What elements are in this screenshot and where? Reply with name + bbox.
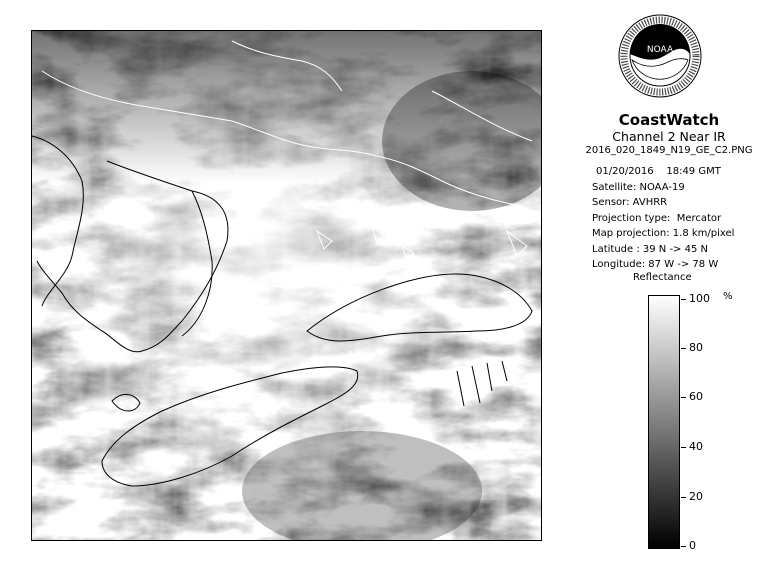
filename-label: 2016_020_1849_N19_GE_C2.PNG <box>585 145 753 156</box>
logo-text: NOAA <box>646 45 674 55</box>
colorbar <box>648 295 680 549</box>
date-time: 01/20/2016 18:49 GMT <box>596 166 721 177</box>
colorbar-tick-label: 100 <box>689 292 710 305</box>
satellite-image <box>31 30 542 541</box>
satellite-imagery-svg <box>32 31 542 541</box>
title-block <box>558 112 780 157</box>
colorbar-title: Reflectance <box>633 272 692 283</box>
noaa-logo <box>618 14 702 98</box>
colorbar-ticks <box>681 292 741 552</box>
satellite-label: Satellite: NOAA-19 <box>592 181 685 193</box>
colorbar-tick-label: 40 <box>689 440 703 453</box>
colorbar-tick <box>681 546 686 547</box>
map-projection-label: Map projection: 1.8 km/pixel <box>592 228 735 239</box>
metadata-panel <box>592 164 734 273</box>
projection-type-label: Projection type: Mercator <box>592 212 722 224</box>
colorbar-tick-label: 60 <box>689 390 703 403</box>
latitude-label: Latitude : 39 N -> 45 N <box>592 243 708 255</box>
app-title: CoastWatch <box>618 111 720 129</box>
colorbar-tick-label: 20 <box>689 490 703 503</box>
colorbar-tick <box>681 497 686 498</box>
colorbar-tick-label: 80 <box>689 341 703 354</box>
channel-subtitle: Channel 2 Near IR <box>612 129 726 144</box>
sensor-label: Sensor: AVHRR <box>592 197 668 208</box>
colorbar-tick <box>681 348 686 349</box>
colorbar-tick <box>681 299 686 300</box>
colorbar-tick <box>681 397 686 398</box>
colorbar-unit: % <box>723 291 733 302</box>
longitude-label: Longitude: 87 W -> 78 W <box>592 259 719 270</box>
colorbar-tick <box>681 447 686 448</box>
colorbar-tick-label: 0 <box>689 539 696 552</box>
